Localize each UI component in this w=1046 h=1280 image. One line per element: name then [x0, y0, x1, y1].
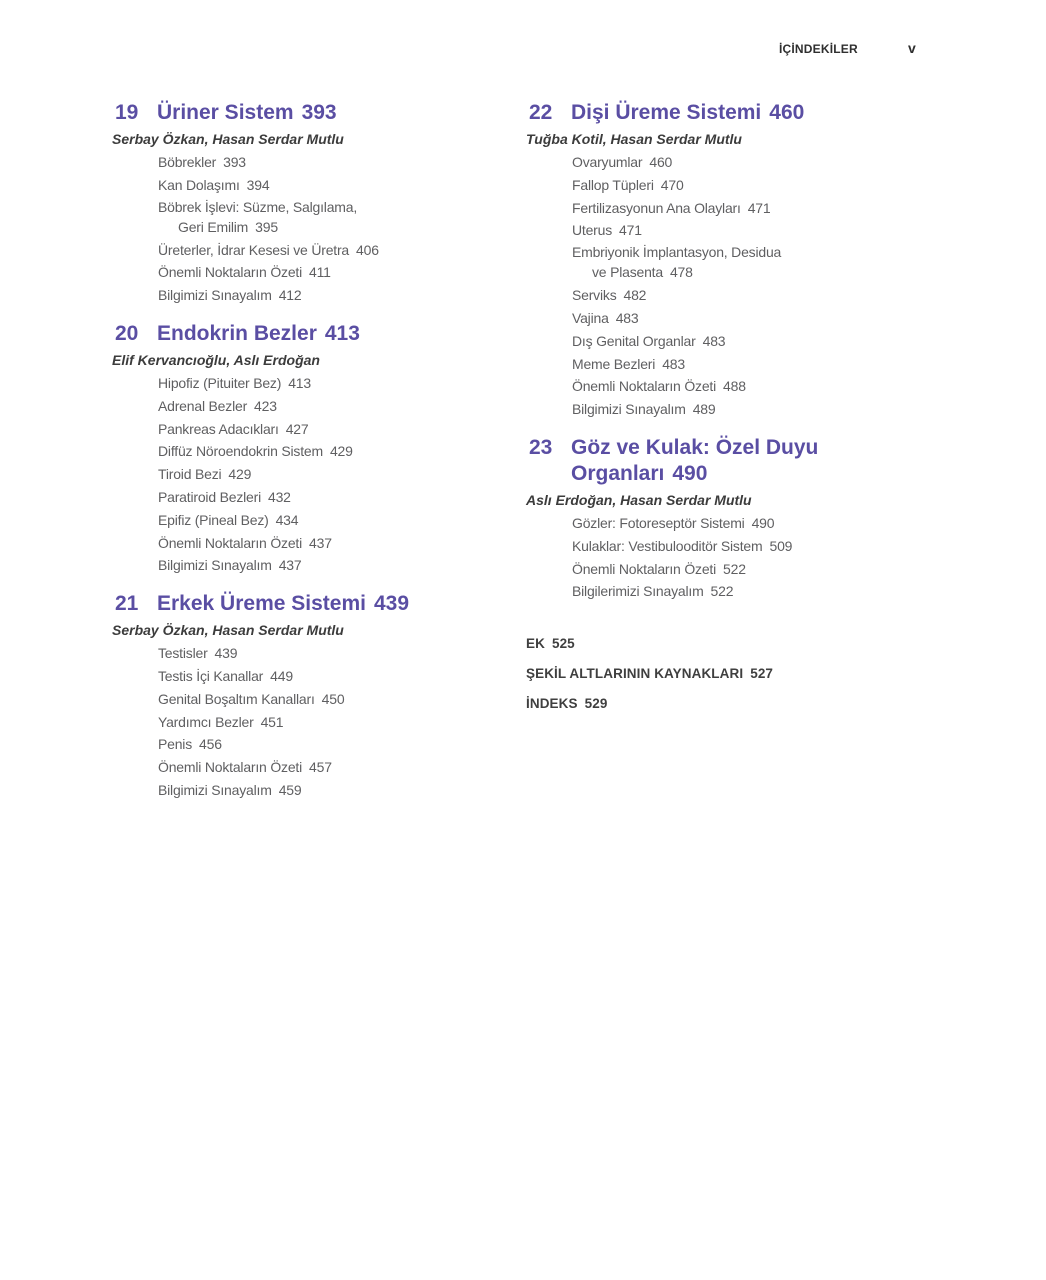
chapter-number: 20	[115, 321, 139, 345]
toc-entry[interactable]	[572, 174, 946, 197]
entry-page: 490	[751, 514, 775, 531]
entry-page: 449	[270, 667, 293, 684]
page-number: v	[908, 40, 916, 56]
entry-label: Gözler: Fotoreseptör Sistemi	[572, 514, 745, 531]
toc-entry[interactable]	[158, 665, 532, 688]
backmatter-page: 525	[551, 636, 575, 652]
entry-label: Bilgimizi Sınayalım	[158, 287, 272, 304]
chapter-heading[interactable]	[526, 100, 946, 126]
toc-entry[interactable]	[158, 688, 532, 711]
entry-page: 451	[260, 713, 284, 730]
chapter-title: Üriner Sistem 393	[157, 101, 337, 124]
backmatter-page: 527	[750, 666, 774, 682]
toc-entry[interactable]	[572, 151, 946, 174]
chapter-authors: Serbay Özkan, Hasan Serdar Mutlu	[112, 131, 344, 147]
entry-page: 412	[278, 287, 302, 304]
entry-label: Önemli Noktaların Özeti	[158, 759, 303, 776]
entry-label: Meme Bezleri	[572, 355, 656, 372]
entry-label: Epifiz (Pineal Bez)	[158, 511, 269, 528]
chapter-section	[112, 100, 532, 307]
entry-label: Genital Boşaltım Kanalları	[158, 690, 315, 707]
toc-entry[interactable]	[158, 284, 532, 307]
entry-page: 434	[275, 511, 299, 528]
chapter-title: Dişi Üreme Sistemi 460	[571, 101, 805, 124]
toc-entry[interactable]	[158, 418, 532, 441]
toc-entry[interactable]	[158, 151, 532, 174]
chapter-heading[interactable]	[526, 435, 946, 487]
chapter-section	[112, 321, 532, 577]
entry-label: Üreterler, İdrar Kesesi ve Üretra	[158, 241, 350, 258]
toc-entry[interactable]	[572, 197, 946, 220]
entry-label: Bilgimizi Sınayalım	[572, 401, 686, 418]
entry-label: Önemli Noktaların Özeti	[158, 534, 303, 551]
entry-page: 427	[285, 420, 309, 437]
entry-label: Pankreas Adacıkları	[158, 420, 279, 437]
entry-list	[526, 151, 946, 421]
entry-page: 413	[288, 374, 311, 391]
entry-page: 471	[747, 199, 771, 216]
entry-label: Bilgilerimizi Sınayalım	[572, 583, 704, 600]
toc-entry[interactable]	[158, 554, 532, 577]
entry-label-continued: Geri Emilim 395	[178, 218, 278, 235]
entry-label: Tiroid Bezi	[158, 466, 222, 483]
entry-page: 522	[710, 583, 734, 600]
chapter-page: 490	[672, 461, 708, 485]
entry-label: Diffüz Nöroendokrin Sistem	[158, 443, 323, 460]
entry-page: 483	[662, 355, 685, 372]
entry-page: 423	[254, 397, 277, 414]
toc-entry[interactable]	[158, 463, 532, 486]
toc-entry[interactable]	[158, 532, 532, 555]
entry-page: 437	[278, 557, 302, 574]
entry-page: 471	[619, 222, 642, 239]
backmatter-list	[526, 629, 946, 719]
chapter-heading[interactable]	[112, 100, 532, 126]
backmatter-label: İNDEKS	[526, 696, 578, 712]
chapter-authors: Serbay Özkan, Hasan Serdar Mutlu	[112, 622, 344, 639]
entry-label: Böbrek İşlevi: Süzme, Salgılama,	[158, 198, 358, 215]
toc-entry[interactable]	[158, 486, 532, 509]
entry-list	[526, 512, 946, 603]
entry-page: 470	[660, 176, 684, 193]
toc-entry[interactable]	[572, 307, 946, 330]
entry-label: Yardımcı Bezler	[158, 713, 254, 730]
toc-right-column	[526, 100, 946, 719]
entry-label: Önemli Noktaların Özeti	[158, 264, 303, 281]
toc-entry[interactable]	[572, 398, 946, 421]
chapter-heading[interactable]	[112, 321, 532, 347]
backmatter-label: EK	[526, 636, 545, 652]
entry-label: Önemli Noktaların Özeti	[572, 560, 717, 577]
chapter-heading[interactable]	[112, 591, 532, 617]
entry-page: 483	[615, 309, 639, 326]
entry-label: Önemli Noktaların Özeti	[572, 378, 717, 395]
entry-page: 437	[309, 534, 332, 551]
entry-page: 489	[692, 401, 716, 418]
toc-entry[interactable]	[158, 509, 532, 532]
entry-page: 509	[769, 537, 793, 554]
entry-label: Testisler	[158, 645, 208, 662]
toc-entry[interactable]	[158, 372, 532, 395]
toc-entry[interactable]	[572, 512, 946, 535]
toc-entry[interactable]	[572, 284, 946, 307]
entry-label: Dış Genital Organlar	[572, 332, 696, 349]
entry-page: 450	[321, 690, 345, 707]
entry-label: Paratiroid Bezleri	[158, 488, 261, 505]
chapter-number: 19	[115, 101, 139, 124]
entry-page: 483	[702, 332, 726, 349]
backmatter-item[interactable]	[526, 629, 946, 659]
entry-page: 482	[623, 287, 647, 304]
entry-label: Fertilizasyonun Ana Olayları	[572, 199, 741, 216]
entry-label: Böbrekler	[158, 154, 217, 170]
chapter-title: Endokrin Bezler 413	[157, 321, 360, 345]
toc-entry[interactable]	[572, 375, 946, 398]
chapter-section	[526, 100, 946, 421]
entry-label: Uterus	[572, 222, 613, 239]
toc-entry[interactable]	[572, 580, 946, 603]
toc-entry[interactable]	[572, 330, 946, 353]
chapter-number: 23	[529, 435, 553, 459]
toc-entry[interactable]	[158, 756, 532, 779]
backmatter-item[interactable]	[526, 689, 946, 719]
chapter-page: 439	[373, 592, 410, 616]
toc-entry[interactable]	[158, 239, 532, 262]
entry-list	[112, 151, 532, 307]
entry-page: 439	[214, 645, 238, 662]
entry-label: Testis İçi Kanallar	[158, 667, 264, 684]
entry-page: 460	[649, 154, 673, 170]
entry-page: 456	[199, 736, 222, 753]
chapter-authors: Elif Kervancıoğlu, Aslı Erdoğan	[112, 351, 320, 368]
toc-entry[interactable]	[158, 733, 532, 756]
entry-page: 406	[356, 241, 379, 258]
entry-label: Kan Dolaşımı	[158, 176, 240, 193]
backmatter-label: ŞEKİL ALTLARININ KAYNAKLARI	[526, 666, 744, 682]
entry-page: 395	[255, 218, 278, 235]
toc-entry[interactable]	[158, 261, 532, 284]
entry-page: 522	[723, 560, 746, 577]
entry-label: Kulaklar: Vestibulooditör Sistem	[572, 537, 763, 554]
entry-label: Penis	[158, 736, 193, 753]
toc-entry[interactable]	[572, 219, 946, 242]
entry-label: Adrenal Bezler	[158, 397, 248, 414]
entry-page: 393	[223, 154, 246, 170]
chapter-page: 413	[324, 321, 360, 345]
entry-page: 411	[309, 264, 331, 281]
entry-label-continued: ve Plasenta 478	[592, 264, 693, 281]
toc-entry[interactable]	[158, 779, 532, 802]
toc-entry[interactable]	[572, 535, 946, 558]
chapter-page: 393	[301, 101, 337, 124]
chapter-title: Göz ve Kulak: Özel Duyu Organları 490	[571, 435, 819, 485]
toc-entry[interactable]	[572, 353, 946, 376]
entry-label: Bilgimizi Sınayalım	[158, 557, 272, 574]
chapter-title: Erkek Üreme Sistemi 439	[157, 592, 410, 616]
entry-page: 478	[669, 264, 693, 281]
toc-entry[interactable]	[572, 558, 946, 581]
backmatter-page: 529	[584, 696, 608, 712]
entry-page: 459	[278, 781, 302, 798]
backmatter-item[interactable]	[526, 659, 946, 689]
chapter-page: 460	[769, 101, 805, 124]
entry-list	[112, 642, 532, 802]
chapter-authors: Tuğba Kotil, Hasan Serdar Mutlu	[526, 131, 742, 147]
running-head: İÇİNDEKİLER	[779, 42, 858, 56]
toc-entry[interactable]	[158, 174, 532, 197]
entry-page: 457	[309, 759, 332, 776]
chapter-authors: Aslı Erdoğan, Hasan Serdar Mutlu	[526, 491, 752, 508]
toc-entry[interactable]	[158, 642, 532, 665]
entry-page: 394	[246, 176, 270, 193]
toc-left-column	[112, 100, 532, 816]
toc-entry[interactable]	[158, 395, 532, 418]
entry-label: Fallop Tüpleri	[572, 176, 654, 193]
entry-page: 429	[228, 466, 252, 483]
chapter-section	[112, 591, 532, 802]
toc-entry[interactable]	[158, 440, 532, 463]
chapter-number: 21	[115, 592, 139, 616]
toc-entry[interactable]	[158, 197, 532, 237]
entry-page: 432	[268, 488, 291, 505]
entry-label: Ovaryumlar	[572, 154, 643, 170]
chapter-number: 22	[529, 101, 553, 124]
entry-list	[112, 372, 532, 577]
entry-label: Embriyonik İmplantasyon, Desidua	[572, 244, 782, 261]
entry-page: 488	[723, 378, 746, 395]
entry-label: Hipofiz (Pituiter Bez)	[158, 374, 282, 391]
chapter-section	[526, 435, 946, 603]
entry-label: Bilgimizi Sınayalım	[158, 781, 272, 798]
entry-label: Serviks	[572, 287, 617, 304]
toc-entry[interactable]	[572, 242, 946, 282]
toc-entry[interactable]	[158, 711, 532, 734]
entry-page: 429	[329, 443, 353, 460]
entry-label: Vajina	[572, 309, 609, 326]
